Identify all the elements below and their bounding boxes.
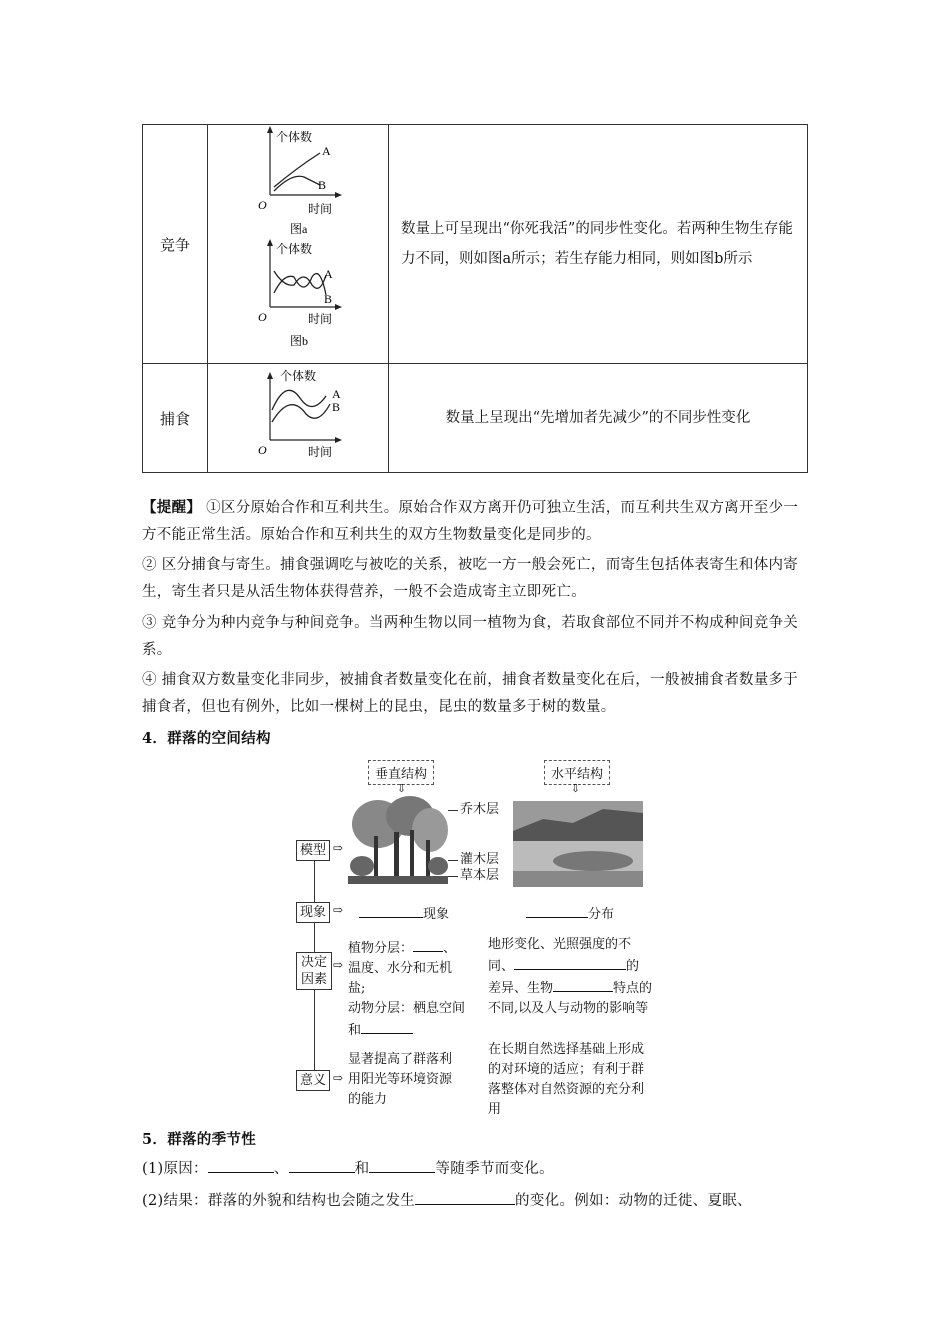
y-axis-label: 个体数 [276,130,313,144]
fill-blank[interactable] [208,1158,274,1173]
arrow-down-icon: ⇩ [397,782,407,795]
fill-blank[interactable] [361,1019,413,1034]
meaning-label: 意义 [296,1070,330,1091]
layer-label: 灌木层 [460,852,500,867]
series-b-line [272,404,330,422]
meaning-horizontal: 在长期自然选择基础上形成的对环境的适应；有利于群落整体对自然资源的充分利用 [488,1042,645,1117]
fill-blank[interactable] [553,977,613,992]
competition-graphs [208,125,388,359]
fill-blank[interactable] [514,955,626,970]
vertical-structure-label: 垂直结构 [368,760,434,785]
phenomenon-label: 现象 [296,902,330,923]
series-label: A [322,144,331,158]
tip-label: 【提醒】 [142,499,202,516]
y-axis-label: 个体数 [276,242,313,256]
factors-vertical: 植物分层： 、 温度、水分和无机盐; 动物分层：栖息空间和 [348,937,468,1041]
x-axis-label: 时间 [308,445,333,459]
arrow-right-icon: ⇨ [333,958,344,972]
fill-blank[interactable] [413,937,443,952]
origin-label: O [258,198,267,212]
figure-caption: 图a [290,222,308,236]
layer-label: 草本层 [460,868,500,883]
x-axis-label: 时间 [308,312,333,326]
series-label: A [324,267,333,281]
origin-label: O [258,443,267,457]
y-axis-label: 个体数 [280,369,317,383]
fill-blank[interactable] [526,903,588,918]
tip-paragraph: ④ 捕食双方数量变化非同步，被捕食者数量变化在前，捕食者数量变化在后，一般被捕食者数量多于捕食者，但也有例外，比如一棵树上的昆虫，昆虫的数量多于树的数量。 [142,672,799,715]
relation-description: 数量上可呈现出“你死我活”的同步性变化。若两种生物生存能力不同，则如图a所示；若生存能力相同，则如图b所示 [389,125,808,364]
model-label: 模型 [296,840,330,861]
result-line: (2)结果：群落的外貌和结构也会随之发生 的变化。例如：动物的迁徙、夏眠、 [142,1188,832,1215]
horizontal-structure-label: 水平结构 [544,760,610,785]
series-label: B [324,292,333,306]
series-b-line [274,274,326,295]
fill-blank[interactable] [359,903,423,918]
series-label: B [332,400,341,414]
fill-blank[interactable] [369,1158,435,1173]
graph-a [258,126,342,236]
phenomenon-vertical: 现象 [359,903,449,925]
graph-cell [208,364,389,473]
arrow-right-icon: ⇨ [333,1071,344,1085]
layer-label: 乔木层 [460,802,500,817]
phenomenon-horizontal: 分布 [526,903,614,925]
graph-cell [208,125,389,364]
table-row [143,364,808,473]
relation-description: 数量上呈现出“先增加者先减少”的不同步性变化 [389,364,808,473]
factors-label: 决定因素 [296,952,332,990]
predation-graph [208,364,388,468]
tip-text: ①区分原始合作和互利共生。原始合作双方离开仍可独立生活，而互利共生双方离开至少一方不能正常生活。原始合作和互利共生的双方生物数量变化是同步的。 [142,500,799,543]
origin-label: O [258,310,267,324]
fill-blank[interactable] [289,1158,355,1173]
tip-paragraph: ③ 竞争分为种内竞争与种间竞争。当两种生物以同一植物为食，若取食部位不同并不构成种间竞争关系。 [142,615,799,658]
fill-blank[interactable] [415,1190,515,1205]
factors-horizontal: 地形变化、光照强度的不同、 的 差异、生物 特点的不同,以及人与动物的影响等 [488,937,653,1016]
relationship-table [142,124,808,473]
x-axis-label: 时间 [308,202,333,216]
table-row [143,125,808,364]
cause-line: (1)原因： 、 和 等随季节而变化。 [142,1156,810,1183]
relation-name: 捕食 [143,364,208,473]
meaning-vertical: 显著提高了群落利用阳光等环境资源的能力 [348,1052,453,1107]
series-b-line [274,176,320,191]
forest-illustration [348,796,448,886]
series-label: B [318,178,327,192]
arrow-down-icon: ⇩ [571,782,581,795]
relation-name: 竞争 [143,125,208,364]
graph-b [258,239,342,348]
landscape-photo [513,801,643,887]
figure-caption: 图b [290,334,309,348]
tip-paragraph: ② 区分捕食与寄生。捕食强调吃与被吃的关系，被吃一方一般会死亡，而寄生包括体表寄生和体内寄生，寄生者只是从活生物体获得营养，一般不会造成寄主立即死亡。 [142,557,799,600]
tip-paragraph [142,494,810,549]
arrow-right-icon: ⇨ [333,841,344,855]
arrow-right-icon: ⇨ [333,903,344,917]
section-heading: 5．群落的季节性 [142,1131,256,1148]
section-heading: 4．群落的空间结构 [142,730,271,747]
series-label: A [332,387,341,401]
